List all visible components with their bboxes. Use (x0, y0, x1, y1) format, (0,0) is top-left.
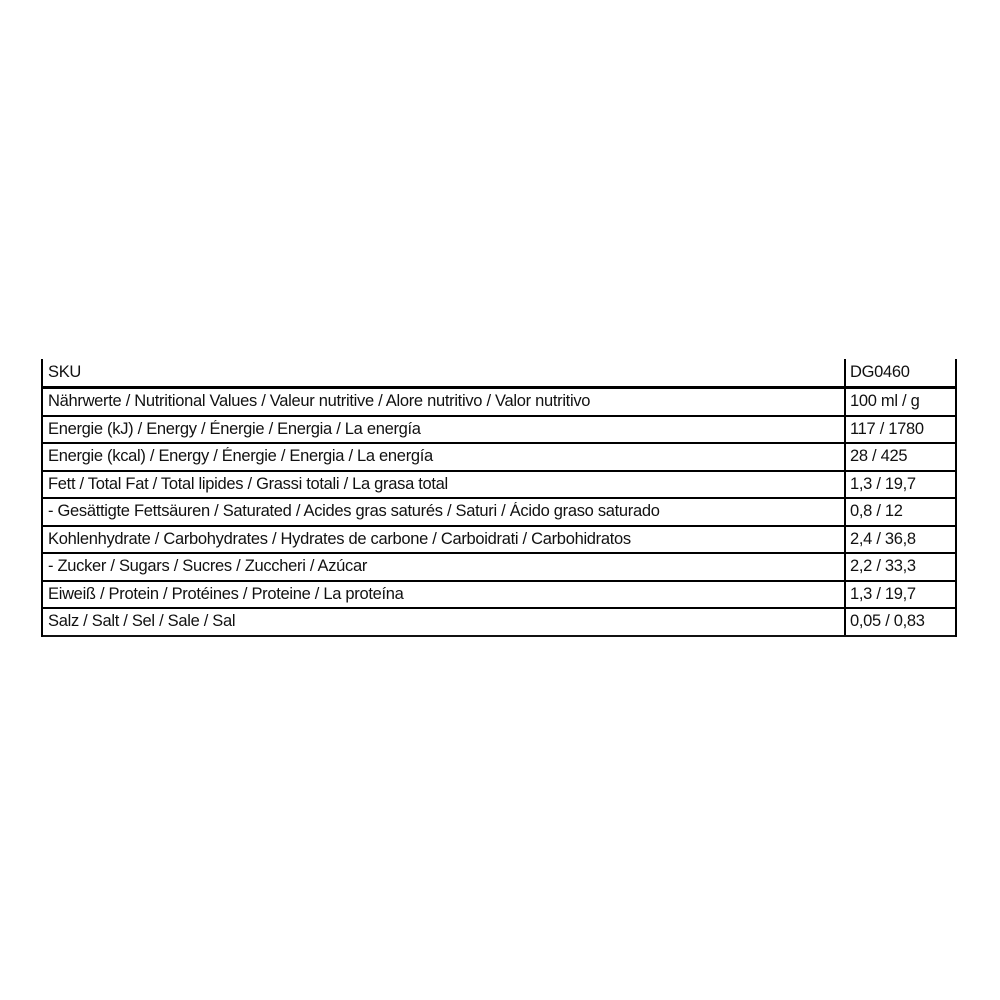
row-label: - Gesättigte Fettsäuren / Saturated / Acides gras saturés / Saturi / Ácido graso saturado (48, 502, 660, 521)
row-label: - Zucker / Sugars / Sucres / Zuccheri / Azúcar (48, 557, 368, 576)
row-label: Energie (kcal) / Energy / Énergie / Energia / La energía (48, 447, 433, 466)
row-value: 100 ml / g (844, 389, 955, 415)
row-value: 28 / 425 (844, 444, 955, 470)
row-label: Eiweiß / Protein / Protéines / Proteine / La proteína (48, 584, 404, 603)
row-label: Fett / Total Fat / Total lipides / Grassi totali / La grasa total (48, 474, 448, 493)
row-value: 117 / 1780 (844, 417, 955, 443)
row-value: 1,3 / 19,7 (844, 582, 955, 608)
table-row-energy-kj (43, 417, 955, 445)
table-row-energy-kcal (43, 444, 955, 472)
row-label: Nährwerte / Nutritional Values / Valeur nutritive / Alore nutritivo / Valor nutritivo (48, 392, 591, 411)
row-value: 2,2 / 33,3 (844, 554, 955, 580)
table-row-sugars (43, 554, 955, 582)
table-row-fat (43, 472, 955, 500)
nutrition-table (41, 359, 957, 637)
row-value: 0,8 / 12 (844, 499, 955, 525)
row-value: 1,3 / 19,7 (844, 472, 955, 498)
row-label: SKU (48, 363, 82, 381)
table-row-saturated-fat (43, 499, 955, 527)
row-label: Salz / Salt / Sel / Sale / Sal (48, 612, 236, 631)
row-value: 0,05 / 0,83 (844, 609, 955, 635)
row-value: DG0460 (844, 359, 955, 386)
row-value: 2,4 / 36,8 (844, 527, 955, 553)
table-row-salt (43, 609, 955, 637)
table-row-header (43, 389, 955, 417)
row-label: Energie (kJ) / Energy / Énergie / Energia / La energía (48, 419, 421, 438)
row-label: Kohlenhydrate / Carbohydrates / Hydrates de carbone / Carboidrati / Carbohidratos (48, 529, 631, 548)
table-row-carbohydrates (43, 527, 955, 555)
table-row-sku (43, 359, 955, 389)
table-row-protein (43, 582, 955, 610)
